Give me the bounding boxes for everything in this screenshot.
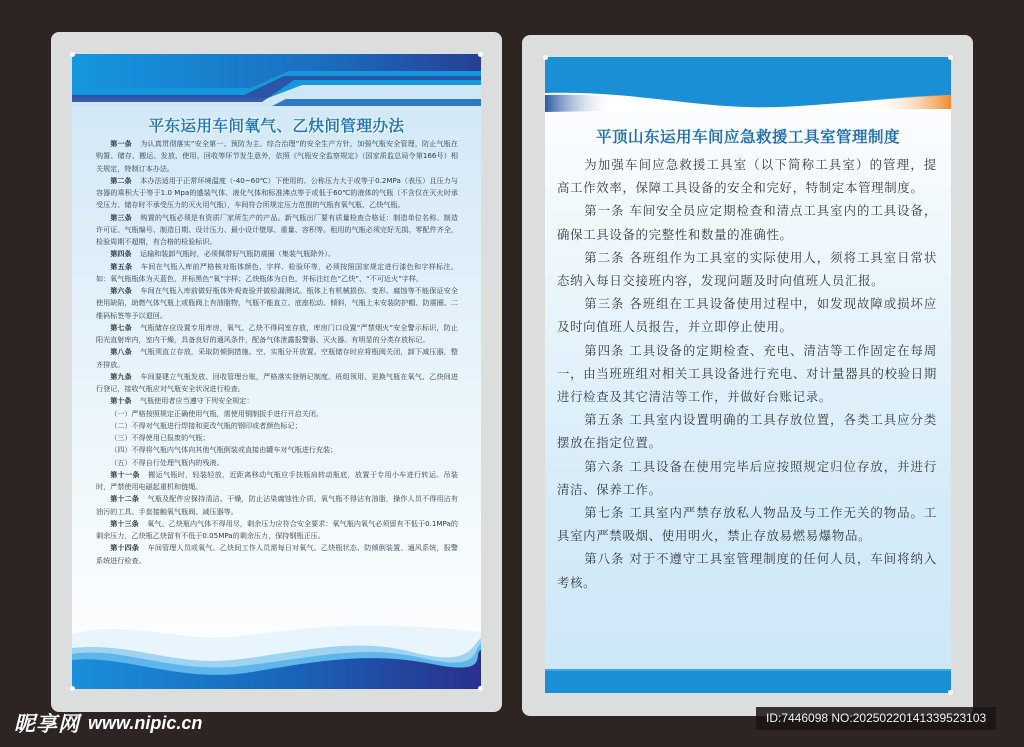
article: 第十四条 车间管理人员或氧气、乙炔间工作人员需每日对氧气、乙炔瓶状态、防倾倒装置、通风系统，报警系统进行检查。: [96, 543, 459, 565]
article: 第九条 车间要建立气瓶发放、回收管理台账，严格落实登销记制度。班组领用、更换气瓶在氧气、乙炔间进行登记，接收气瓶应对气瓶安全状况进行检查。: [96, 371, 459, 393]
article: 第六条 车间在气瓶入库前做好瓶体外观查验并做检漏测试。瓶体上有机械损伤、变形、腐蚀等不能保证安全使用缺陷，助燃气体气瓶上或瓶阀上有油脂物，气瓶不能直立、底座松动、倾斜，气瓶上未安装防护帽、防震圈、二维码标签等予以退回。: [96, 286, 459, 320]
article: 第二条 本办法适用于正常环境温度（-40~60℃）下使用的、公称压力大于或等于0.2MPa（表压）且压力与容器的乘积大于等于1.0 Mpa的盛装气体、液化气体和标准沸点等于或低于60℃的液体的气瓶（不含仅在灭火时承受压力、储存时不承受压力的灭火用气瓶），车间符合所规定压力范围的气瓶有氧气瓶、乙炔气瓶。: [96, 175, 459, 210]
paragraph: 为加强车间应急救援工具室（以下简称工具室）的管理，提高工作效率，保障工具设备的安全和完好，特制定本管理制度。: [557, 157, 937, 196]
left-header-banner: [72, 54, 481, 106]
right-poster-title: 平顶山东运用车间应急救援工具室管理制度: [595, 128, 900, 146]
corner-dot: [948, 55, 953, 60]
corner-dot: [478, 52, 483, 57]
article: 第十条 气瓶使用者应当遵守下列安全规定：: [110, 396, 254, 406]
watermark-url: www.nipic.cn: [88, 712, 203, 733]
paragraph: 第五条 工具室内设置明确的工具存放位置，各类工具应分类摆放在指定位置。: [557, 412, 937, 451]
article: 第十二条 气瓶及配件应保持清洁、干燥，防止沾染腐蚀性介质，氧气瓶不得沾有油脂，操作人员不得用沾有油污的工具、手套接触氧气瓶阀、减压器等。: [96, 494, 459, 516]
article: 第十三条 氧气、乙炔瓶内气体不得用尽，剩余压力应符合安全要求：氧气瓶内氧气必须留有不低于0.1MPa的剩余压力，乙炔瓶乙炔留有不低于0.05MPa的剩余压力，保持钢瓶正压。: [96, 518, 458, 540]
paragraph: 第三条 各班组在工具设备使用过程中，如发现故障或损坏应及时向值班人员报告，并立即停止使用。: [557, 296, 937, 335]
paragraph: 第七条 工具室内严禁存放私人物品及与工作无关的物品。工具室内严禁吸烟、使用明火，禁止存放易燃易爆物品。: [557, 505, 937, 544]
article: 第八条 气瓶须直立存放，采取防倾倒措施。空、实瓶分开放置。空瓶储存时应将瓶阀关闭，卸下减压器，整齐排放。: [96, 347, 459, 369]
article: 第四条 运输和装卸气瓶时，必须佩带好气瓶防震圈（集装气瓶除外）。: [110, 249, 336, 259]
article: 第三条 购置的气瓶必须是有资质厂家所生产的产品。新气瓶出厂要有质量检查合格证：制造单位名称、制造许可证、气瓶编号、制造日期、设计压力、最小设计壁厚、重量、容积等。租用的气瓶必须完好无损、零配件齐全，检验周期不超期，有合格的检验标识。: [96, 212, 459, 246]
right-footer-bar: [545, 669, 951, 693]
corner-dot: [948, 690, 953, 695]
corner-dot: [543, 55, 548, 60]
right-poster: [545, 57, 951, 693]
paragraph: 第二条 各班组作为工具室的实际使用人，须将工具室日常状态纳入每日交接班内容，发现问题及时向值班人员汇报。: [557, 249, 937, 289]
article: 第五条 车间在气瓶入库前严格核对瓶体颜色、字样、检验环等，必须按照国家规定进行漆色和字样标注。如：氧气瓶瓶体为天蓝色，并标黑色“氧”字样；乙炔瓶体为白色，并标注红色“乙炔”、“不可近火”字样。: [96, 261, 459, 283]
watermark-brand: [14, 708, 202, 738]
right-poster-body: [557, 153, 937, 594]
paragraph: 第一条 车间安全员应定期检查和清点工具室内的工具设备，确保工具设备的完整性和数量的准确性。: [557, 203, 937, 242]
sub-item: （四）不得将气瓶内气体向其他气瓶倒装或直接由罐车对气瓶进行充装；: [110, 445, 338, 455]
paragraph: 第六条 工具设备在使用完毕后应按照规定归位存放，并进行清洁、保养工作。: [557, 458, 937, 497]
left-poster-body: [96, 138, 458, 567]
left-poster-title: 平东运用车间氧气、乙炔间管理办法: [148, 117, 405, 135]
watermark-id: ID:7446098 NO:20250220141339523103: [756, 707, 996, 730]
corner-dot: [70, 52, 75, 57]
watermark-logo: 昵享网: [14, 712, 80, 736]
sub-item: （五）不得自行处理气瓶内的残液。: [110, 457, 224, 467]
paragraph: 第八条 对于不遵守工具室管理制度的任何人员，车间将纳入考核。: [557, 551, 937, 590]
left-footer-wave: [72, 614, 481, 689]
article: 第十一条 搬运气瓶时，轻装轻放，近距离移动气瓶应手扶瓶肩转动瓶底，放置于专用小车进行转运。吊装时，严禁使用电磁起重机和链绳。: [96, 469, 458, 491]
sub-item: （一）严格按照规定正确使用气瓶，需使用铜制扳手进行开启关闭。: [110, 408, 323, 418]
corner-dot: [478, 686, 483, 691]
corner-dot: [70, 686, 75, 691]
right-header-banner: [545, 57, 951, 112]
article: 第七条 气瓶储存应设置专用库房，氧气、乙炔不得同室存放，库房门口设置“严禁烟火”安全警示标识，防止阳光直射库内，室内干燥，具备良好的通风条件，配备气体泄露报警器、灭火器。有明显的分类存放标记。: [96, 322, 458, 344]
paragraph: 第四条 工具设备的定期检查、充电、清洁等工作固定在每周一，由当班班组对相关工具设备进行充电、对计量器具的校验日期进行检查及其它清洁等工作，并做好台账记录。: [557, 342, 937, 405]
left-poster: [72, 54, 481, 689]
sub-item: （二）不得对气瓶进行焊接和更改气瓶的钢印或者颜色标记；: [110, 420, 302, 430]
article: 第一条 为认真贯彻落实“安全第一、预防为主、综合治理”的安全生产方针，加强气瓶安全管理，防止气瓶在购置、储存、搬运、发放、使用、回收等环节发生意外，依照《气瓶安全监察规定》（国家质监总局令第166号）相关规定，特制订本办法。: [96, 139, 458, 173]
sub-item: （三）不得使用已报废的气瓶；: [110, 433, 210, 442]
